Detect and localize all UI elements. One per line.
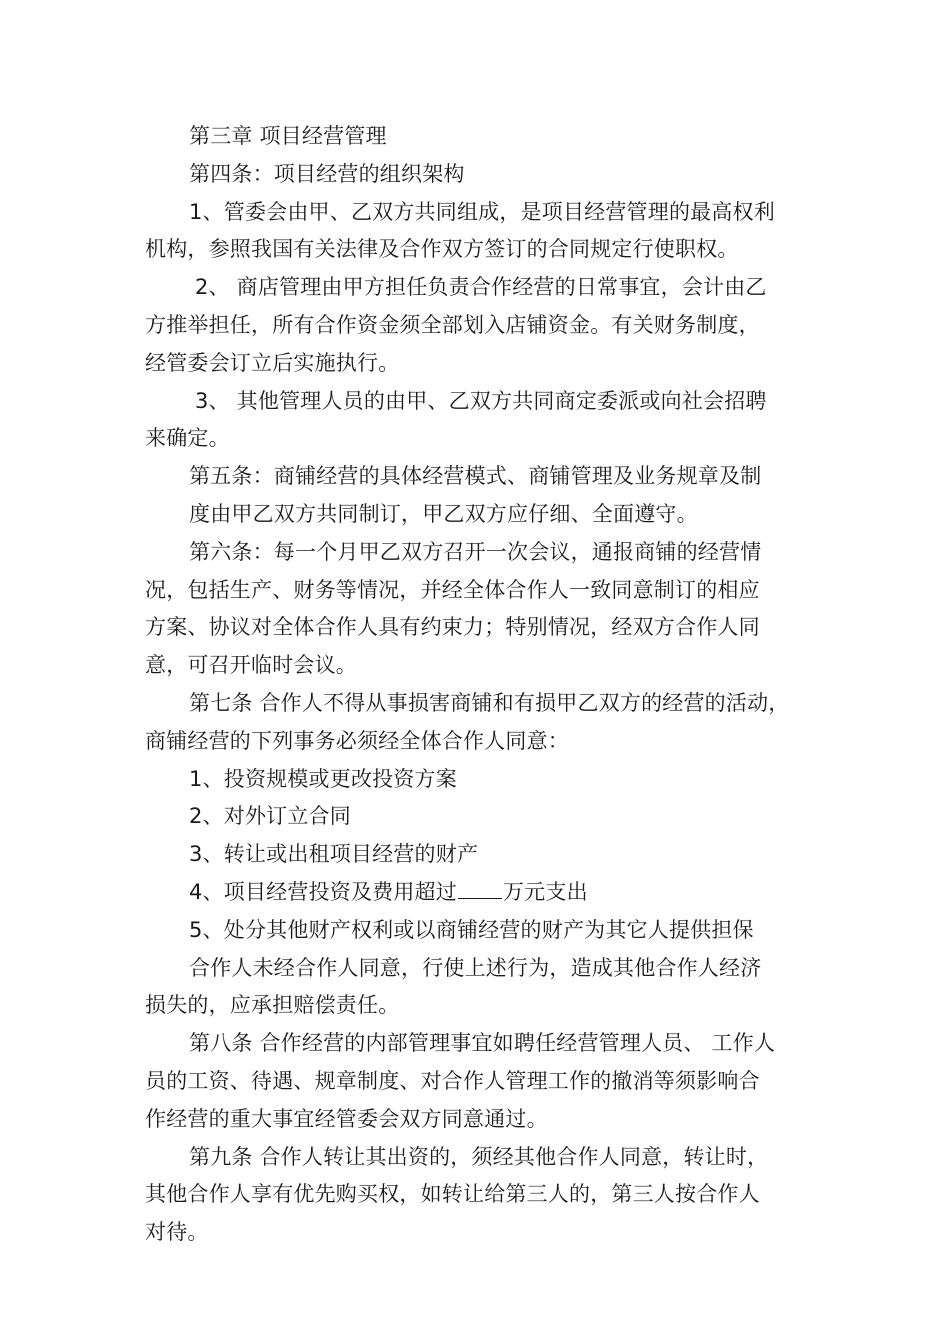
article-9-line-3: 对待。	[145, 1220, 209, 1245]
article-4-item-2-line-3: 经管委会订立后实施执行。	[145, 350, 400, 375]
article-8-line-3: 作经营的重大事宜经管委会双方同意通过。	[145, 1106, 548, 1131]
article-8-line-2: 员的工资、待遇、规章制度、对合作人管理工作的撤消等须影响合	[145, 1068, 760, 1093]
document-body	[145, 118, 810, 1252]
article-7-item-1: 1、投资规模或更改投资方案	[189, 766, 457, 791]
article-6-line-2: 况，包括生产、财务等情况，并经全体合作人一致同意制订的相应	[145, 577, 760, 602]
article-6-line-1: 第六条：每一个月甲乙双方召开一次会议，通报商铺的经营情	[189, 539, 762, 564]
article-4-item-1-line-1: 1、管委会由甲、乙双方共同组成，是项目经营管理的最高权利	[189, 199, 775, 224]
article-6-line-3: 方案、协议对全体合作人具有约束力；特别情况，经双方合作人同	[145, 615, 760, 640]
article-5-line-1: 第五条：商铺经营的具体经营模式、商铺管理及业务规章及制	[189, 464, 762, 489]
article-7-item-3: 3、转让或出租项目经营的财产	[189, 842, 479, 867]
article-7-item-5: 5、处分其他财产权利或以商铺经营的财产为其它人提供担保	[189, 917, 754, 942]
article-4-item-3-line-1: 3、 其他管理人员的由甲、乙双方共同商定委派或向社会招聘	[195, 388, 767, 413]
article-7-item-4	[145, 874, 810, 912]
article-7-note-line-1: 合作人未经合作人同意，行使上述行为，造成其他合作人经济	[189, 955, 762, 980]
article-7-item-4-text-before: 4、项目经营投资及费用超过	[189, 879, 457, 904]
article-5-line-2: 度由甲乙双方共同制订，甲乙双方应仔细、全面遵守。	[189, 501, 698, 526]
article-9-line-1: 第九条 合作人转让其出资的，须经其他合作人同意，转让时，	[189, 1144, 769, 1169]
chapter-heading: 第三章 项目经营管理	[189, 124, 387, 148]
article-4-item-2-line-2: 方推举担任，所有合作资金须全部划入店铺资金。有关财务制度，	[145, 312, 760, 337]
amount-blank-field	[458, 880, 502, 899]
article-8-line-1: 第八条 合作经营的内部管理事宜如聘任经营管理人员、 工作人	[189, 1031, 776, 1056]
article-7-line-2: 商铺经营的下列事务必须经全体合作人同意：	[145, 728, 569, 753]
article-4-heading: 第四条：项目经营的组织架构	[189, 161, 465, 186]
article-7-item-2: 2、对外订立合同	[189, 804, 351, 829]
article-9-line-2: 其他合作人享有优先购买权，如转让给第三人的，第三人按合作人	[145, 1182, 760, 1207]
article-4-item-1-line-2: 机构，参照我国有关法律及合作双方签订的合同规定行使职权。	[145, 237, 739, 262]
article-4-item-3-line-2: 来确定。	[145, 426, 230, 451]
article-7-note-line-2: 损失的，应承担赔偿责任。	[145, 993, 400, 1018]
article-4-item-2-line-1: 2、 商店管理由甲方担任负责合作经营的日常事宜，会计由乙	[195, 275, 767, 300]
article-6-line-4: 意，可召开临时会议。	[145, 653, 357, 678]
article-7-item-4-text-after: 万元支出	[502, 879, 588, 904]
article-7-line-1: 第七条 合作人不得从事损害商铺和有损甲乙双方的经营的活动，	[189, 690, 790, 715]
